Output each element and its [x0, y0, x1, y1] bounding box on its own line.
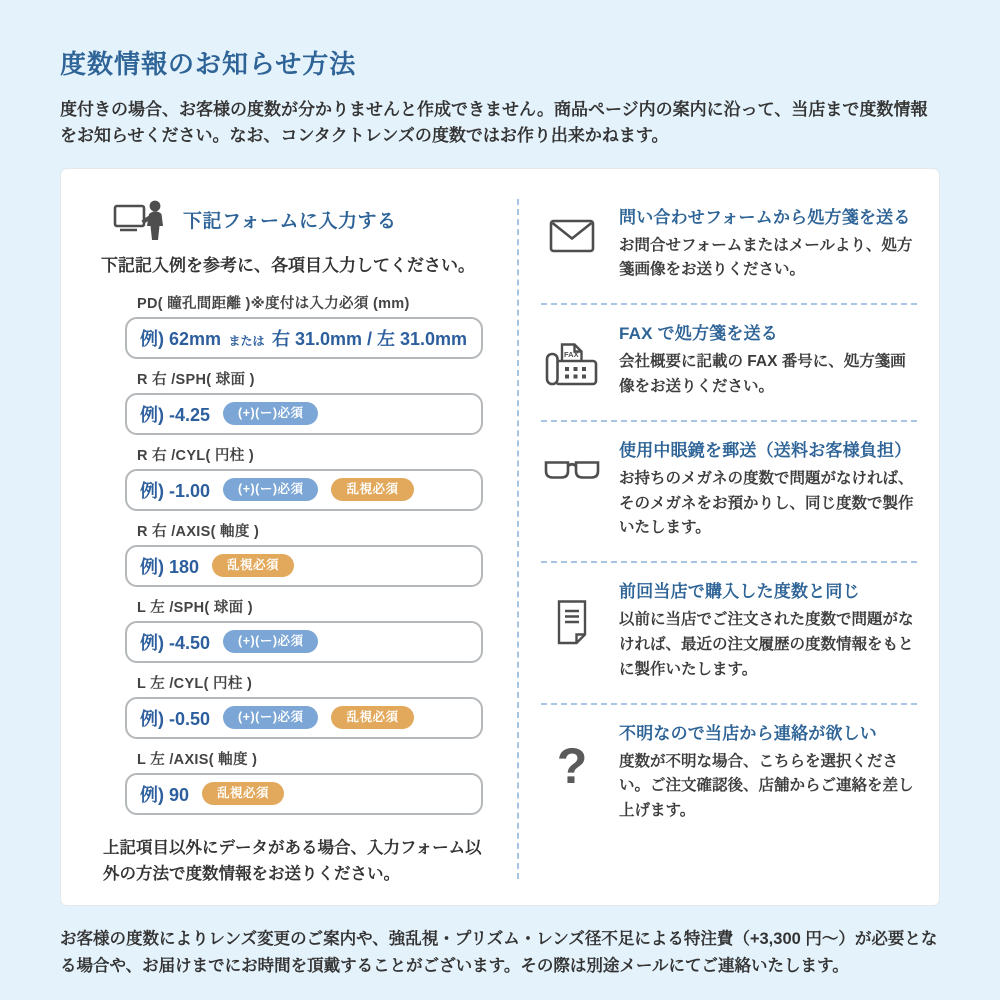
field-pd [125, 292, 483, 359]
method-body: お持ちのメガネの度数で問題がなければ、そのメガネをお預かりし、同じ度数で製作いたします。 [619, 469, 914, 537]
other-methods-column [517, 199, 921, 880]
method-mail-glasses [541, 422, 917, 563]
field-example-box [125, 697, 483, 739]
field-r-axis [125, 520, 483, 587]
field-example-value [140, 781, 189, 807]
astigmatism-badge: 乱視必須 [202, 782, 284, 805]
plus-minus-badge: (+)(ー)必須 [223, 478, 318, 501]
method-text [619, 577, 917, 682]
method-title: FAX で処方箋を送る [619, 324, 778, 344]
methods-card [60, 168, 940, 907]
field-label: PD( 瞳孔間距離 )※度付は入力必須 (mm) [137, 295, 410, 312]
example-value: 右 31.0mm / 左 31.0mm [271, 328, 468, 349]
example-value: 例) -4.50 [140, 632, 211, 653]
astigmatism-badge: 乱視必須 [212, 554, 294, 577]
form-method-note: 上記項目以外にデータがある場合、入力フォーム以外の方法で度数情報をお送りください。 [103, 838, 482, 884]
method-body: 以前に当店でご注文された度数で問題がなければ、最近の注文履歴の度数情報をもとに製作いたします。 [619, 611, 914, 678]
method-title: 前回当店で購入した度数と同じ [619, 582, 860, 602]
form-method-subtitle: 下記記入例を参考に、各項目入力してください。 [101, 255, 475, 275]
field-label: L 左 /CYL( 円柱 ) [137, 675, 253, 692]
form-method-column [79, 193, 507, 888]
example-joiner: または [228, 333, 265, 348]
field-example-box [125, 545, 483, 587]
field-example-box [125, 773, 483, 815]
method-title: 問い合わせフォームから処方箋を送る [619, 207, 911, 227]
plus-minus-badge: (+)(ー)必須 [223, 402, 318, 425]
document-icon [541, 577, 603, 682]
method-text [619, 719, 917, 824]
field-label: R 右 /SPH( 球面 ) [137, 371, 255, 388]
example-value: 例) -4.25 [140, 404, 211, 425]
method-body: お問合せフォームまたはメールより、処方箋画像をお送りください。 [619, 236, 913, 279]
method-fax [541, 305, 917, 422]
form-method-title: 下記フォームに入力する [183, 211, 397, 233]
method-text [619, 436, 917, 541]
form-fields [125, 292, 483, 815]
envelope-icon [541, 203, 603, 284]
field-example-box [125, 469, 483, 511]
fax-icon [541, 319, 603, 400]
example-value: 例) -0.50 [140, 708, 211, 729]
example-value: 例) -1.00 [140, 480, 211, 501]
field-l-cyl [125, 672, 483, 739]
method-title: 使用中眼鏡を郵送（送料お客様負担） [619, 440, 912, 460]
plus-minus-badge: (+)(ー)必須 [223, 630, 318, 653]
form-method-header [113, 199, 483, 241]
field-example-value [140, 705, 210, 731]
astigmatism-badge: 乱視必須 [331, 478, 413, 501]
method-title: 不明なので当店から連絡が欲しい [619, 723, 877, 743]
field-label: L 左 /AXIS( 軸度 ) [137, 751, 258, 768]
fax-icon-label: FAX [564, 350, 579, 360]
field-label: L 左 /SPH( 球面 ) [137, 599, 253, 616]
field-example-value [140, 325, 467, 351]
person-at-monitor-icon [113, 199, 167, 241]
glasses-icon [541, 436, 603, 541]
method-text [619, 319, 917, 400]
field-example-box [125, 621, 483, 663]
example-value: 例) 62mm [140, 328, 222, 349]
method-unknown-contact [541, 705, 917, 844]
field-r-sph [125, 368, 483, 435]
page-title: 度数情報のお知らせ方法 [60, 49, 357, 79]
field-example-value [140, 629, 210, 655]
field-l-axis [125, 748, 483, 815]
question-icon: ? [556, 737, 588, 794]
method-body: 度数が不明な場合、こちらを選択ください。ご注文確認後、店舗からご連絡を差し上げます。 [619, 752, 914, 820]
example-value: 例) 180 [140, 556, 200, 577]
method-contact-form [541, 199, 917, 306]
field-example-value [140, 401, 210, 427]
footer-note: お客様の度数によりレンズ変更のご案内や、強乱視・プリズム・レンズ径不足による特注費（+3,300 円〜）が必要となる場合や、お届けまでにお時間を頂戴することがございます。その際は別途メールにてご連絡いたします。 [60, 930, 938, 975]
plus-minus-badge: (+)(ー)必須 [223, 706, 318, 729]
field-label: R 右 /CYL( 円柱 ) [137, 447, 254, 464]
astigmatism-badge: 乱視必須 [331, 706, 413, 729]
field-r-cyl [125, 444, 483, 511]
field-example-value [140, 477, 210, 503]
field-example-box [125, 393, 483, 435]
method-body: 会社概要に記載の FAX 番号に、処方箋画像をお送りください。 [619, 353, 906, 396]
method-previous-order [541, 563, 917, 704]
intro-text: 度付きの場合、お客様の度数が分かりませんと作成できません。商品ページ内の案内に沿って、当店まで度数情報をお知らせください。なお、コンタクトレンズの度数ではお作り出来かねます。 [60, 100, 928, 146]
field-l-sph [125, 596, 483, 663]
example-value: 例) 90 [140, 784, 190, 805]
field-example-box [125, 317, 483, 359]
method-text [619, 203, 917, 284]
field-example-value [140, 553, 199, 579]
field-label: R 右 /AXIS( 軸度 ) [137, 523, 260, 540]
